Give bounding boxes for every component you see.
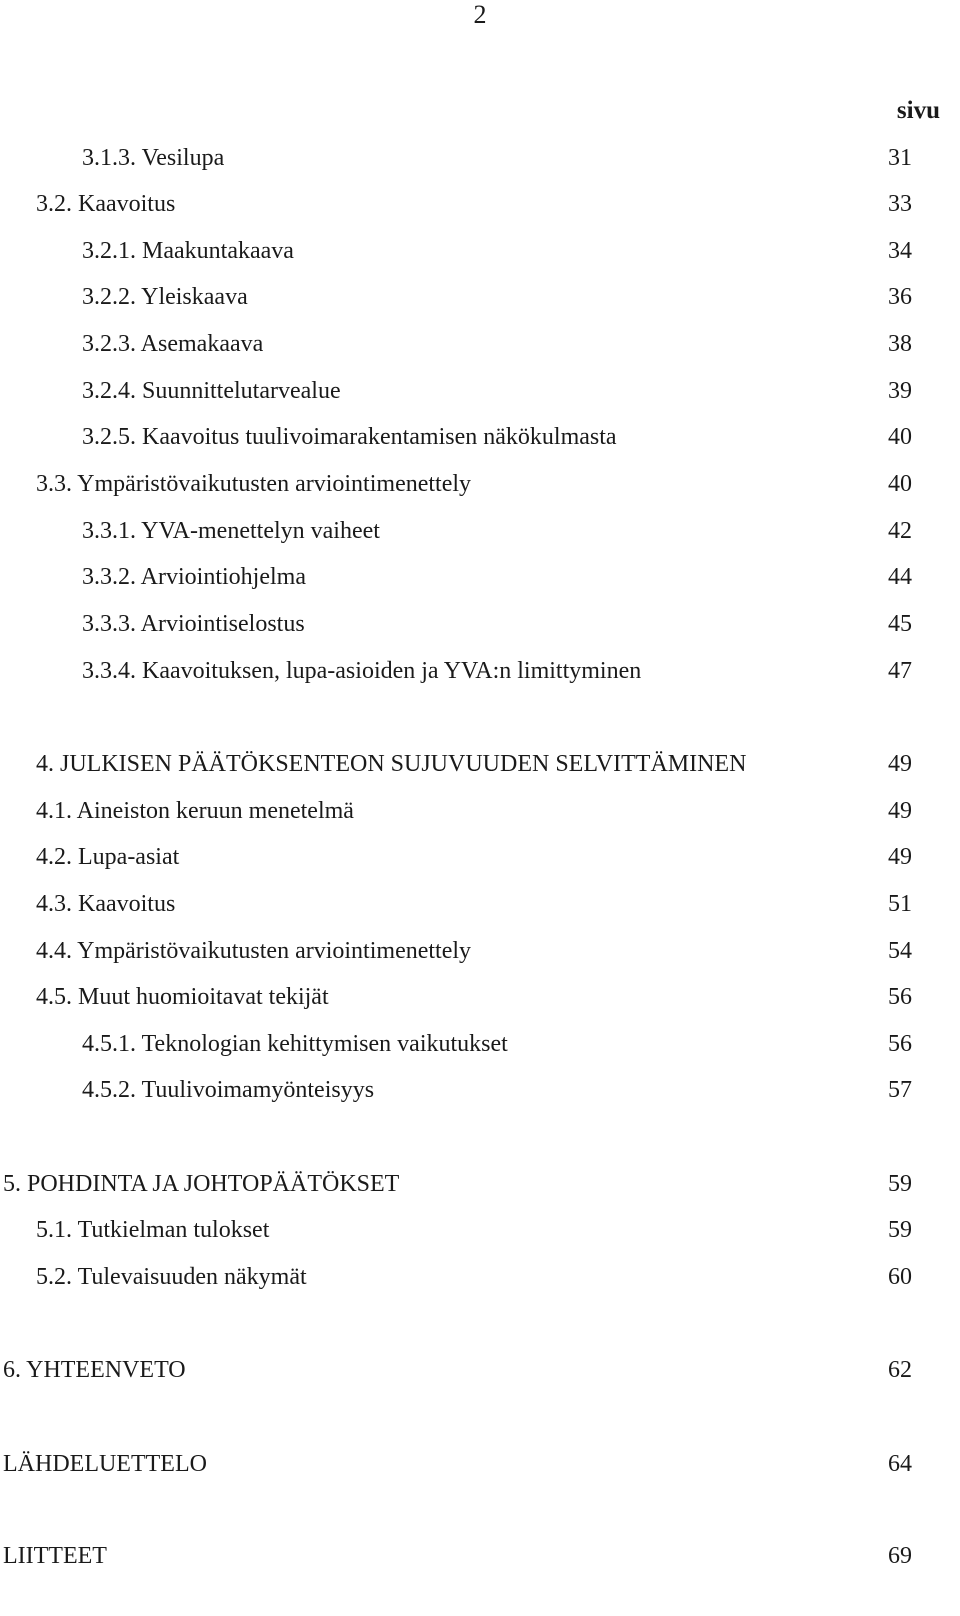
toc-entry-label: 5. POHDINTA JA JOHTOPÄÄTÖKSET bbox=[3, 1171, 400, 1197]
toc-entry-page: 49 bbox=[888, 798, 912, 824]
toc-entry bbox=[0, 749, 960, 779]
toc-entry bbox=[0, 422, 960, 452]
page-column-header: sivu bbox=[896, 97, 940, 124]
toc-entry bbox=[0, 189, 960, 219]
toc-entry-page: 69 bbox=[888, 1543, 912, 1569]
toc-entry-label: 5.1. Tutkielman tulokset bbox=[36, 1217, 270, 1243]
page-number: 2 bbox=[473, 0, 487, 29]
toc-entry bbox=[0, 516, 960, 546]
toc-entry-label: 4.5.1. Teknologian kehittymisen vaikutukset bbox=[82, 1031, 508, 1057]
toc-entry-label: 3.3.4. Kaavoituksen, lupa-asioiden ja YVA:n limittyminen bbox=[82, 658, 642, 684]
toc-entry-label: 3.3.3. Arviointiselostus bbox=[82, 611, 305, 637]
toc-entry-page: 49 bbox=[888, 844, 912, 870]
toc-entry-page: 38 bbox=[888, 331, 912, 357]
toc-entry-label: LÄHDELUETTELO bbox=[3, 1451, 207, 1477]
toc-entry-label: 3.2.2. Yleiskaava bbox=[82, 284, 248, 310]
toc-entry bbox=[0, 656, 960, 686]
toc-entry-label: 3.3.1. YVA-menettelyn vaiheet bbox=[82, 518, 380, 544]
toc-entry bbox=[0, 889, 960, 919]
toc-entry bbox=[0, 236, 960, 266]
toc-entry-label: 4.2. Lupa-asiat bbox=[36, 844, 180, 870]
toc-entry-page: 42 bbox=[888, 518, 912, 544]
toc-entry-page: 60 bbox=[888, 1264, 912, 1290]
toc-entry-page: 59 bbox=[888, 1217, 912, 1243]
toc-entry-page: 56 bbox=[888, 1031, 912, 1057]
toc-entry-page: 31 bbox=[888, 145, 912, 171]
toc-entry-label: LIITTEET bbox=[3, 1543, 107, 1569]
toc-entry bbox=[0, 376, 960, 406]
toc-entry bbox=[0, 1541, 960, 1571]
toc-entry-label: 3.2. Kaavoitus bbox=[36, 191, 176, 217]
toc-entry-page: 62 bbox=[888, 1357, 912, 1383]
toc-entry-label: 4. JULKISEN PÄÄTÖKSENTEON SUJUVUUDEN SELVITTÄMINEN bbox=[36, 751, 747, 777]
toc-entry-label: 5.2. Tulevaisuuden näkymät bbox=[36, 1264, 307, 1290]
toc-entry-page: 33 bbox=[888, 191, 912, 217]
toc-entry-page: 39 bbox=[888, 378, 912, 404]
toc-entry-label: 6. YHTEENVETO bbox=[3, 1357, 186, 1383]
toc-entry-label: 3.3. Ympäristövaikutusten arviointimenettely bbox=[36, 471, 472, 497]
toc-entry-label: 3.2.4. Suunnittelutarvealue bbox=[82, 378, 341, 404]
toc-entry-label: 3.1.3. Vesilupa bbox=[82, 145, 225, 171]
toc-entry bbox=[0, 562, 960, 592]
toc-entry bbox=[0, 282, 960, 312]
toc-entry-page: 40 bbox=[888, 471, 912, 497]
toc-entry-page: 54 bbox=[888, 938, 912, 964]
toc-entry-page: 47 bbox=[888, 658, 912, 684]
toc-entry-label: 4.4. Ympäristövaikutusten arviointimenettely bbox=[36, 938, 472, 964]
toc-entry bbox=[0, 1449, 960, 1479]
toc-entry-page: 45 bbox=[888, 611, 912, 637]
toc-entry bbox=[0, 469, 960, 499]
toc-entry bbox=[0, 1169, 960, 1199]
toc-entry bbox=[0, 936, 960, 966]
toc-entry-label: 3.3.2. Arviointiohjelma bbox=[82, 564, 306, 590]
toc-entry-label: 4.3. Kaavoitus bbox=[36, 891, 176, 917]
toc-entry bbox=[0, 982, 960, 1012]
toc-entry bbox=[0, 329, 960, 359]
toc-entry bbox=[0, 1075, 960, 1105]
toc-entry-label: 4.1. Aineiston keruun menetelmä bbox=[36, 798, 354, 824]
toc-entry bbox=[0, 609, 960, 639]
toc-entry-label: 4.5.2. Tuulivoimamyönteisyys bbox=[82, 1077, 375, 1103]
toc-entry-page: 57 bbox=[888, 1077, 912, 1103]
toc-entry-page: 49 bbox=[888, 751, 912, 777]
toc-entry bbox=[0, 842, 960, 872]
toc-entry bbox=[0, 1262, 960, 1292]
toc-entry bbox=[0, 796, 960, 826]
toc-entry-page: 56 bbox=[888, 984, 912, 1010]
toc-entry bbox=[0, 1355, 960, 1385]
toc-entry-page: 64 bbox=[888, 1451, 912, 1477]
toc-entry-page: 36 bbox=[888, 284, 912, 310]
toc-entry-page: 34 bbox=[888, 238, 912, 264]
toc-entry-label: 3.2.1. Maakuntakaava bbox=[82, 238, 294, 264]
toc-entry-page: 59 bbox=[888, 1171, 912, 1197]
toc-entry-label: 3.2.5. Kaavoitus tuulivoimarakentamisen näkökulmasta bbox=[82, 424, 617, 450]
toc-entry bbox=[0, 1215, 960, 1245]
toc-entry bbox=[0, 143, 960, 173]
toc-entry-page: 51 bbox=[888, 891, 912, 917]
toc-entry bbox=[0, 1029, 960, 1059]
toc-entry-label: 4.5. Muut huomioitavat tekijät bbox=[36, 984, 329, 1010]
toc-entry-page: 40 bbox=[888, 424, 912, 450]
toc-entry-page: 44 bbox=[888, 564, 912, 590]
toc-entry-label: 3.2.3. Asemakaava bbox=[82, 331, 264, 357]
